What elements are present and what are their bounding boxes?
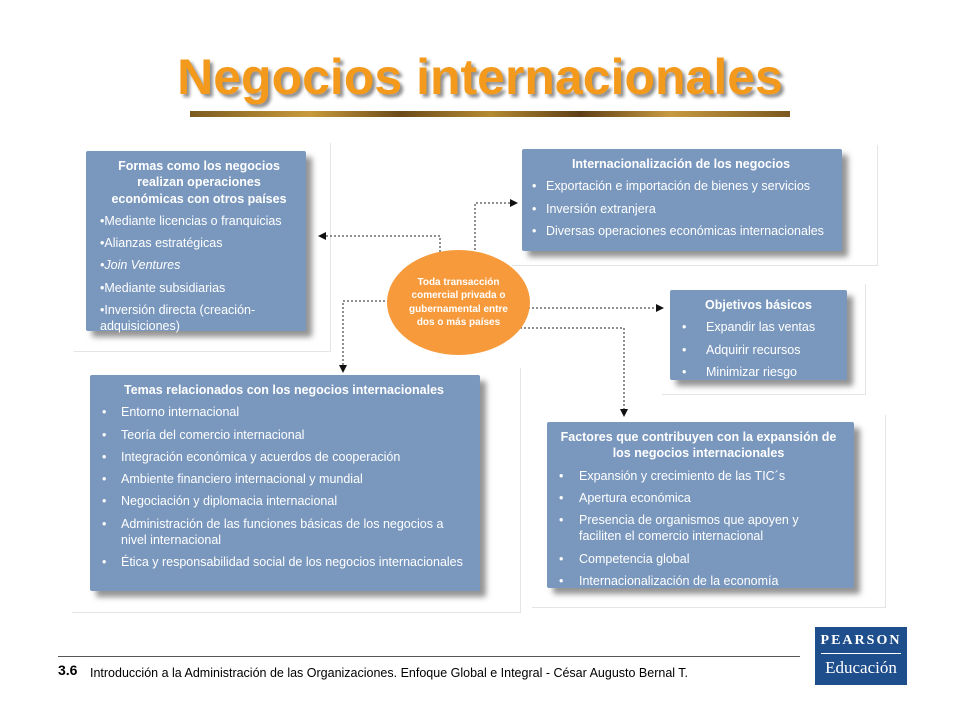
- list-item: • Negociación y diplomacia internacional: [96, 493, 472, 509]
- box-objetivos-heading: Objetivos básicos: [705, 298, 812, 312]
- footer-page-number: 3.6: [58, 662, 78, 678]
- box-internacionalizacion: [522, 149, 842, 251]
- box-factores: [547, 422, 854, 588]
- central-definition-text: Toda transacción comercial privada o gubernamental entre dos o más países: [409, 276, 508, 328]
- logo-line-2: Educación: [825, 658, 897, 677]
- list-item: • Internacionalización de la economía: [553, 573, 844, 589]
- pearson-logo: [815, 627, 907, 685]
- list-item: • Adquirir recursos: [676, 342, 841, 358]
- list-item: • Minimizar riesgo: [676, 364, 841, 380]
- box-objetivos: [670, 290, 847, 380]
- list-item: • Ambiente financiero internacional y mundial: [96, 471, 472, 487]
- box-factores-heading: Factores que contribuyen con la expansión de los negocios internacionales: [560, 430, 837, 461]
- list-item: • Diversas operaciones económicas internacionales: [526, 223, 836, 239]
- box-internacionalizacion-heading: Internacionalización de los negocios: [571, 157, 791, 171]
- list-item: • Integración económica y acuerdos de cooperación: [96, 449, 472, 465]
- list-item: • Expansión y crecimiento de las TIC´s: [553, 468, 844, 484]
- list-item: •Mediante licencias o franquicias: [100, 213, 282, 228]
- box-formas-heading: Formas como los negocios realizan operaciones económicas con otros países: [111, 159, 287, 206]
- list-item: • Presencia de organismos que apoyen y faciliten el comercio internacional: [553, 512, 844, 545]
- page-title: Negocios internacionales: [177, 49, 783, 105]
- list-item: • Expandir las ventas: [676, 319, 841, 335]
- box-temas-heading: Temas relacionados con los negocios internacionales: [123, 383, 444, 397]
- logo-line-1: PEARSON: [820, 633, 902, 648]
- list-item: • Teoría del comercio internacional: [96, 427, 472, 443]
- footer-divider: [58, 656, 800, 657]
- connector-to-internacionalizacion: [475, 203, 516, 250]
- connector-to-temas: [343, 301, 393, 371]
- list-item: • Competencia global: [553, 551, 844, 567]
- list-item: • Entorno internacional: [96, 404, 472, 420]
- list-item: •Inversión directa (creación-adquisiciones): [100, 302, 256, 333]
- list-item: • Inversión extranjera: [526, 201, 836, 217]
- list-item: • Ética y responsabilidad social de los negocios internacionales: [96, 554, 472, 570]
- connector-to-factores: [520, 328, 624, 415]
- list-item: •Join Ventures: [100, 258, 181, 273]
- logo-divider: [821, 653, 901, 654]
- connector-to-formas: [320, 236, 440, 252]
- central-definition-oval: [387, 250, 530, 355]
- list-item: • Apertura económica: [553, 490, 844, 506]
- list-item: •Alianzas estratégicas: [100, 236, 223, 250]
- list-item: • Administración de las funciones básicas de los negocios a nivel internacional: [96, 516, 472, 549]
- list-item: • Exportación e importación de bienes y servicios: [526, 178, 836, 194]
- box-formas: [86, 151, 306, 331]
- list-item: •Mediante subsidiarias: [100, 280, 226, 295]
- box-temas: [90, 375, 480, 591]
- footer-citation: Introducción a la Administración de las Organizaciones. Enfoque Global e Integral - César Augusto Bernal T.: [90, 666, 689, 680]
